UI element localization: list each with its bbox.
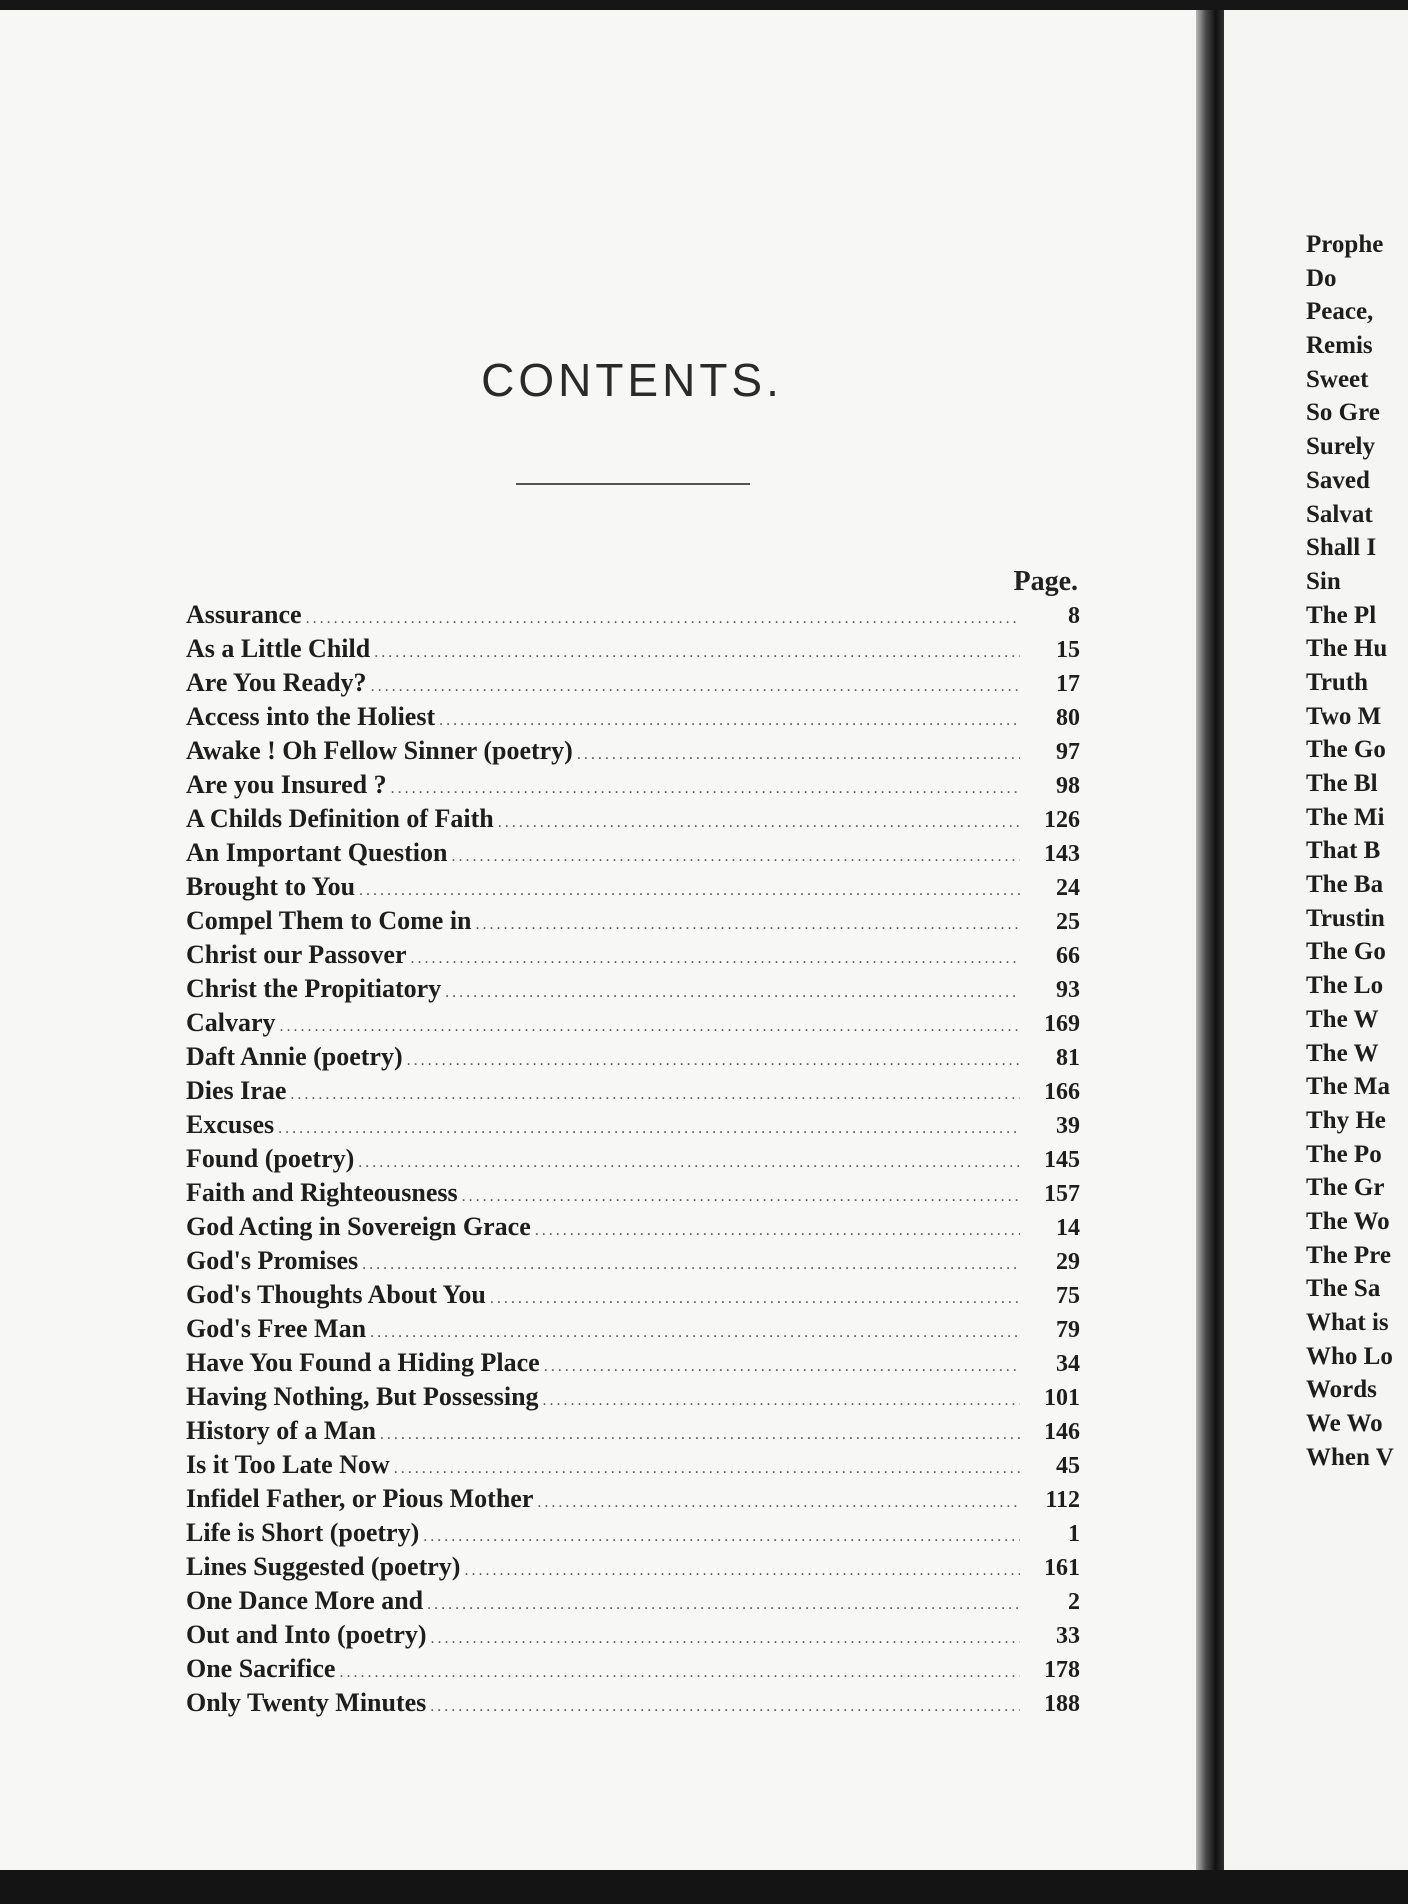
toc-entry-title: God's Thoughts About You — [186, 1280, 486, 1309]
toc-entry-title: Lines Suggested (poetry) — [186, 1552, 461, 1581]
toc-entry — [186, 1584, 1080, 1618]
dot-leader — [427, 1588, 1020, 1622]
toc-entry-page: 8 — [1068, 603, 1080, 629]
dot-leader — [411, 942, 1020, 976]
dot-leader — [371, 670, 1020, 704]
dot-leader — [359, 874, 1020, 908]
toc-entry — [186, 802, 1080, 836]
toc-entry-partial: The Ma — [1306, 1073, 1391, 1101]
toc-entry-title: Christ the Propitiatory — [186, 974, 442, 1003]
toc-entry-partial: Sweet — [1306, 365, 1369, 393]
toc-entry-title: One Dance More and — [186, 1586, 424, 1615]
toc-entry-page: 25 — [1056, 909, 1080, 935]
toc-entry — [186, 1244, 1080, 1278]
toc-entry — [186, 598, 1080, 632]
toc-entry-title: Brought to You — [186, 872, 356, 901]
toc-entry — [186, 870, 1080, 904]
toc-entry-partial: Thy He — [1306, 1106, 1386, 1134]
toc-entry — [186, 1074, 1080, 1108]
toc-entry-page: 178 — [1044, 1657, 1080, 1683]
toc-entry-title: Daft Annie (poetry) — [186, 1042, 403, 1071]
toc-entry-partial: The Mi — [1306, 803, 1385, 831]
contents-list — [186, 598, 1080, 1720]
toc-entry — [186, 1414, 1080, 1448]
dot-leader — [490, 1282, 1020, 1316]
dot-leader — [537, 1486, 1020, 1520]
toc-entry-partial: The Hu — [1306, 635, 1388, 663]
toc-entry-partial: The Bl — [1306, 770, 1378, 797]
toc-entry-page: 98 — [1056, 773, 1080, 799]
toc-entry-page: 17 — [1056, 671, 1080, 697]
toc-entry-partial: Prophe — [1306, 231, 1384, 258]
toc-entry-partial: Saved — [1306, 466, 1370, 494]
toc-entry-title: Faith and Righteousness — [186, 1178, 458, 1207]
toc-entry — [186, 1210, 1080, 1244]
toc-entry-title: God's Promises — [186, 1246, 359, 1275]
dot-leader — [407, 1044, 1020, 1078]
dot-leader — [423, 1520, 1020, 1554]
toc-entry-partial: The Pl — [1306, 601, 1377, 629]
toc-entry-page: 169 — [1044, 1011, 1080, 1037]
toc-entry — [186, 1278, 1080, 1312]
toc-entry — [186, 1040, 1080, 1074]
right-page — [1224, 10, 1408, 1870]
toc-entry-title: Compel Them to Come in — [186, 906, 472, 935]
dot-leader — [362, 1248, 1020, 1282]
dot-leader — [306, 602, 1020, 636]
toc-entry-title: Is it Too Late Now — [186, 1450, 390, 1479]
toc-entry-page: 157 — [1044, 1181, 1080, 1207]
toc-entry-page: 1 — [1068, 1521, 1080, 1547]
toc-entry — [186, 938, 1080, 972]
toc-entry-partial: Trustin — [1306, 904, 1385, 932]
dot-leader — [462, 1180, 1020, 1214]
toc-entry-partial: Words — [1306, 1376, 1377, 1404]
dot-leader — [543, 1384, 1020, 1418]
toc-entry-page: 14 — [1056, 1215, 1080, 1241]
toc-entry-title: Having Nothing, But Possessing — [186, 1382, 539, 1411]
toc-entry-page: 93 — [1056, 977, 1080, 1003]
dot-leader — [535, 1214, 1020, 1248]
toc-entry-partial: That B — [1306, 837, 1381, 865]
toc-entry-partial: Two M — [1306, 702, 1382, 730]
toc-entry-page: 75 — [1056, 1283, 1080, 1309]
toc-entry — [186, 1448, 1080, 1482]
toc-entry-title: God's Free Man — [186, 1314, 367, 1343]
dot-leader — [577, 738, 1020, 772]
toc-entry-page: 15 — [1056, 637, 1080, 663]
toc-entry — [186, 904, 1080, 938]
toc-entry — [186, 1550, 1080, 1584]
toc-entry-partial: The W — [1306, 1005, 1379, 1033]
toc-entry-page: 66 — [1056, 943, 1080, 969]
toc-entry-page: 146 — [1044, 1419, 1080, 1445]
toc-entry — [186, 1618, 1080, 1652]
toc-entry-title: Are you Insured ? — [186, 770, 387, 799]
toc-entry-page: 24 — [1056, 875, 1080, 901]
dot-leader — [374, 636, 1020, 670]
toc-entry — [186, 1686, 1080, 1720]
toc-entry-partial: The Gr — [1306, 1174, 1385, 1202]
toc-entry-page: 101 — [1044, 1385, 1080, 1411]
dot-leader — [290, 1078, 1020, 1112]
dot-leader — [278, 1112, 1020, 1146]
toc-entry-partial: Salvat — [1306, 500, 1373, 528]
toc-entry-page: 79 — [1056, 1317, 1080, 1343]
toc-entry-title: Dies Irae — [186, 1076, 287, 1105]
toc-entry — [186, 768, 1080, 802]
dot-leader — [439, 704, 1020, 738]
page-column-label: Page. — [1013, 566, 1078, 597]
toc-entry-page: 97 — [1056, 739, 1080, 765]
toc-entry-title: Found (poetry) — [186, 1144, 355, 1173]
toc-entry-title: Are You Ready? — [186, 668, 367, 697]
dot-leader — [358, 1146, 1020, 1180]
toc-entry-title: One Sacrifice — [186, 1654, 336, 1683]
contents-list-continued — [1306, 228, 1394, 1474]
toc-entry-partial: Truth — [1306, 668, 1369, 696]
toc-entry-page: 188 — [1044, 1691, 1080, 1717]
dot-leader — [431, 1622, 1020, 1656]
toc-entry — [186, 972, 1080, 1006]
toc-entry — [186, 1108, 1080, 1142]
toc-entry-title: As a Little Child — [186, 634, 371, 663]
toc-entry — [186, 666, 1080, 700]
dot-leader — [430, 1690, 1020, 1724]
toc-entry-title: Calvary — [186, 1008, 276, 1037]
toc-entry — [186, 734, 1080, 768]
toc-entry-title: Out and Into (poetry) — [186, 1620, 427, 1649]
toc-entry-partial: The Go — [1306, 938, 1386, 966]
toc-entry — [186, 1312, 1080, 1346]
title-rule — [516, 483, 750, 485]
toc-entry-page: 39 — [1056, 1113, 1080, 1139]
toc-entry-page: 145 — [1044, 1147, 1080, 1173]
scan-edge-bottom — [0, 1870, 1408, 1904]
toc-entry-partial: What is — [1306, 1309, 1389, 1336]
toc-entry-title: Excuses — [186, 1110, 275, 1139]
toc-entry — [186, 836, 1080, 870]
toc-entry-partial: The Pre — [1306, 1241, 1391, 1269]
toc-entry-partial: Who Lo — [1306, 1342, 1393, 1370]
toc-entry-page: 80 — [1056, 705, 1080, 731]
toc-entry-partial: The Wo — [1306, 1207, 1390, 1235]
toc-entry-partial: Shall I — [1306, 534, 1377, 562]
toc-entry-page: 161 — [1044, 1555, 1080, 1581]
dot-leader — [445, 976, 1020, 1010]
toc-entry-partial: The Lo — [1306, 972, 1384, 1000]
toc-entry-page: 112 — [1045, 1487, 1080, 1513]
toc-entry — [186, 1652, 1080, 1686]
toc-entry-title: Have You Found a Hiding Place — [186, 1348, 540, 1377]
toc-entry — [186, 632, 1080, 666]
toc-entry-page: 166 — [1044, 1079, 1080, 1105]
toc-entry-title: God Acting in Sovereign Grace — [186, 1212, 531, 1241]
toc-entry-page: 33 — [1056, 1623, 1080, 1649]
dot-leader — [451, 840, 1020, 874]
dot-leader — [498, 806, 1020, 840]
toc-entry-partial: Sin — [1306, 567, 1341, 595]
toc-entry-page: 45 — [1056, 1453, 1080, 1479]
toc-entry-partial: The W — [1306, 1039, 1379, 1067]
toc-entry-page: 126 — [1044, 807, 1080, 833]
left-page — [0, 10, 1196, 1870]
toc-entry-partial: Remis — [1306, 332, 1373, 360]
toc-entry-partial: So Gre — [1306, 399, 1380, 427]
toc-entry-page: 2 — [1068, 1589, 1080, 1615]
toc-entry-partial: The Po — [1306, 1140, 1382, 1168]
toc-entry-page: 143 — [1044, 841, 1080, 867]
toc-entry — [186, 700, 1080, 734]
dot-leader — [370, 1316, 1020, 1350]
toc-entry-partial: Peace, — [1306, 298, 1374, 326]
dot-leader — [391, 772, 1020, 806]
toc-entry — [186, 1380, 1080, 1414]
toc-entry-page: 34 — [1056, 1351, 1080, 1377]
toc-entry-title: An Important Question — [186, 838, 448, 867]
dot-leader — [544, 1350, 1020, 1384]
toc-entry-partial: The Ba — [1306, 871, 1384, 899]
toc-entry-title: Only Twenty Minutes — [186, 1688, 427, 1717]
toc-entry-page: 81 — [1056, 1045, 1080, 1071]
dot-leader — [464, 1554, 1020, 1588]
toc-entry-title: Awake ! Oh Fellow Sinner (poetry) — [186, 736, 573, 765]
scan-edge-top — [0, 0, 1408, 10]
toc-entry — [186, 1482, 1080, 1516]
toc-entry — [186, 1176, 1080, 1210]
toc-entry — [186, 1346, 1080, 1380]
book-gutter — [1196, 10, 1224, 1870]
toc-entry-partial: The Go — [1306, 736, 1386, 764]
toc-entry — [186, 1142, 1080, 1176]
toc-entry — [186, 1516, 1080, 1550]
toc-entry-title: History of a Man — [186, 1416, 376, 1445]
toc-entry-title: A Childs Definition of Faith — [186, 804, 494, 833]
page-title: CONTENTS. — [481, 353, 783, 406]
dot-leader — [476, 908, 1020, 942]
dot-leader — [280, 1010, 1020, 1044]
toc-entry-title: Access into the Holiest — [186, 702, 436, 731]
toc-entry-partial: Do — [1306, 264, 1337, 292]
toc-entry-partial: The Sa — [1306, 1275, 1381, 1303]
dot-leader — [339, 1656, 1020, 1690]
toc-entry-title: Infidel Father, or Pious Mother — [186, 1484, 534, 1513]
toc-entry-partial: When V — [1306, 1443, 1394, 1471]
toc-entry-partial: We Wo — [1306, 1410, 1383, 1438]
toc-entry-title: Assurance — [186, 600, 302, 629]
dot-leader — [394, 1452, 1020, 1486]
toc-entry-page: 29 — [1056, 1249, 1080, 1275]
toc-entry — [186, 1006, 1080, 1040]
toc-entry-partial: Surely — [1306, 433, 1375, 461]
toc-entry-title: Christ our Passover — [186, 940, 407, 969]
dot-leader — [380, 1418, 1020, 1452]
toc-entry-title: Life is Short (poetry) — [186, 1518, 420, 1547]
